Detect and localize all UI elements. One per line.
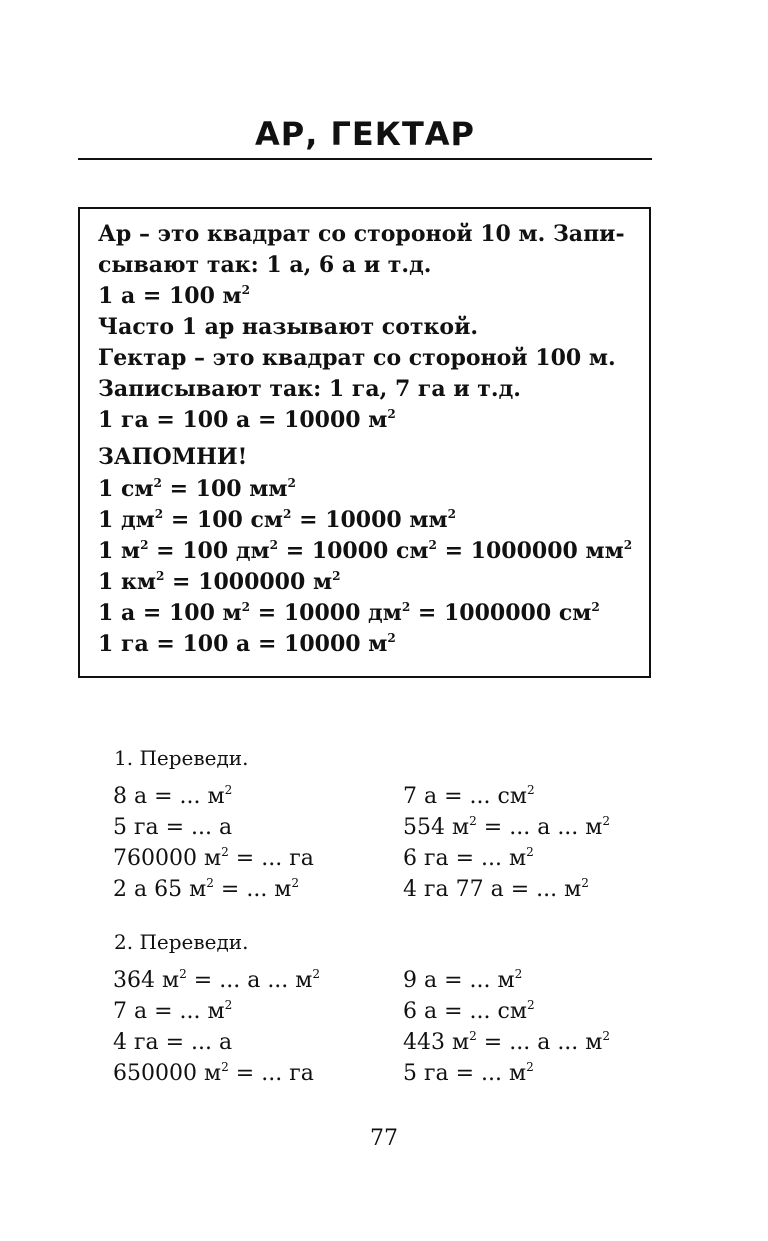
text-segment: = 100 см: [163, 507, 284, 533]
page-number: 77: [370, 1126, 398, 1151]
text-segment: 1 км: [98, 569, 156, 595]
text-segment: = 1000000 м: [164, 569, 333, 595]
superscript: 2: [332, 568, 341, 583]
rule-line: [98, 281, 250, 311]
rule-line: [98, 505, 456, 535]
exercise-item: [403, 1059, 534, 1089]
rule-line: [98, 567, 341, 597]
exercise-item: [403, 844, 534, 874]
exercise-title: 2. Переведи.: [114, 930, 249, 954]
superscript: 2: [241, 282, 251, 297]
superscript: 2: [526, 782, 535, 797]
text-segment: 1 дм: [98, 507, 155, 533]
text-segment: 443 м: [403, 1030, 470, 1055]
rule-line: [98, 250, 431, 280]
text-segment: 1 а = 100 м: [98, 600, 242, 626]
exercise-item: [113, 844, 314, 874]
text-segment: 554 м: [403, 815, 470, 840]
text-segment: 1 м: [98, 538, 141, 564]
remember-heading: [98, 442, 247, 472]
rule-line: [98, 598, 600, 628]
text-segment: 1 га = 100 а = 10000 м: [98, 631, 388, 657]
superscript: 2: [221, 1059, 229, 1074]
exercise-item: [113, 782, 232, 812]
superscript: 2: [153, 475, 162, 490]
rule-line: [98, 536, 632, 566]
title-rule: [78, 158, 652, 160]
text-segment: 5 га = ... а: [113, 815, 233, 840]
rule-box: [78, 207, 651, 678]
text-segment: Гектар – это квадрат со стороной 100 м.: [98, 345, 616, 371]
superscript: 2: [140, 537, 149, 552]
rule-line: [98, 343, 616, 373]
text-segment: 1 а = 100 м: [98, 283, 242, 309]
rule-line: [98, 219, 625, 249]
text-segment: = 100 мм: [161, 476, 288, 502]
exercise-item: [403, 782, 535, 812]
superscript: 2: [224, 782, 233, 797]
text-segment: = ... га: [228, 1061, 314, 1086]
text-segment: Записывают так: 1 га, 7 га и т.д.: [98, 376, 521, 402]
text-segment: 2 а 65 м: [113, 877, 207, 902]
text-segment: = ... а ... м: [476, 1030, 603, 1055]
superscript: 2: [623, 537, 633, 552]
text-segment: = ... а ... м: [186, 968, 313, 993]
text-segment: 650000 м: [113, 1061, 222, 1086]
superscript: 2: [155, 568, 165, 583]
exercise-item: [403, 813, 610, 843]
text-segment: = 10000 дм: [250, 600, 402, 626]
rule-line: [98, 474, 296, 504]
superscript: 2: [283, 506, 292, 521]
text-segment: = ... а ... м: [476, 815, 603, 840]
text-segment: ЗАПОМНИ!: [98, 444, 248, 470]
text-segment: 8 а = ... м: [113, 784, 225, 809]
superscript: 2: [387, 406, 396, 421]
text-segment: 6 а = ... см: [403, 999, 527, 1024]
superscript: 2: [526, 844, 534, 859]
text-segment: 6 га = ... м: [403, 846, 527, 871]
exercise-item: [113, 1028, 232, 1058]
superscript: 2: [269, 537, 279, 552]
exercise-item: [113, 997, 232, 1027]
superscript: 2: [206, 875, 214, 890]
superscript: 2: [154, 506, 164, 521]
superscript: 2: [469, 813, 477, 828]
text-segment: = 1000000 мм: [436, 538, 624, 564]
exercise-item: [403, 1028, 610, 1058]
exercise-item: [113, 813, 232, 843]
superscript: 2: [221, 844, 229, 859]
superscript: 2: [591, 599, 600, 614]
text-segment: = 1000000 см: [410, 600, 592, 626]
text-segment: 9 а = ... м: [403, 968, 515, 993]
rule-line: [98, 374, 521, 404]
text-segment: 760000 м: [113, 846, 222, 871]
text-segment: сывают так: 1 а, 6 а и т.д.: [98, 252, 432, 278]
text-segment: = 10000 мм: [291, 507, 448, 533]
superscript: 2: [224, 997, 233, 1012]
superscript: 2: [469, 1028, 477, 1043]
text-segment: Ар – это квадрат со стороной 10 м. Запи-: [98, 221, 625, 247]
exercise-item: [113, 966, 320, 996]
exercise-item: [403, 966, 522, 996]
superscript: 2: [526, 1059, 534, 1074]
text-segment: = 10000 см: [278, 538, 429, 564]
exercise-item: [403, 875, 589, 905]
exercise-item: [113, 1059, 314, 1089]
superscript: 2: [602, 1028, 611, 1043]
text-segment: 1 см: [98, 476, 154, 502]
text-segment: = ... га: [228, 846, 314, 871]
superscript: 2: [287, 475, 296, 490]
page-title: АР, ГЕКТАР: [255, 115, 475, 153]
text-segment: 4 га = ... а: [113, 1030, 233, 1055]
superscript: 2: [581, 875, 589, 890]
exercise-title: 1. Переведи.: [114, 746, 249, 770]
text-segment: 7 а = ... м: [113, 999, 225, 1024]
superscript: 2: [387, 630, 396, 645]
text-segment: = ... м: [213, 877, 292, 902]
rule-line: [98, 405, 396, 435]
superscript: 2: [312, 966, 321, 981]
text-segment: 7 а = ... см: [403, 784, 527, 809]
exercise-item: [403, 997, 535, 1027]
superscript: 2: [447, 506, 457, 521]
text-segment: = 100 дм: [148, 538, 270, 564]
superscript: 2: [401, 599, 411, 614]
text-segment: 5 га = ... м: [403, 1061, 527, 1086]
text-segment: 1 га = 100 а = 10000 м: [98, 407, 388, 433]
rule-line: [98, 629, 396, 659]
superscript: 2: [526, 997, 535, 1012]
rule-line: [98, 312, 478, 342]
superscript: 2: [602, 813, 611, 828]
text-segment: 4 га 77 а = ... м: [403, 877, 582, 902]
superscript: 2: [291, 875, 300, 890]
superscript: 2: [428, 537, 437, 552]
superscript: 2: [179, 966, 187, 981]
text-segment: Часто 1 ар называют соткой.: [98, 314, 479, 340]
text-segment: 364 м: [113, 968, 180, 993]
superscript: 2: [514, 966, 523, 981]
exercise-item: [113, 875, 299, 905]
superscript: 2: [241, 599, 251, 614]
